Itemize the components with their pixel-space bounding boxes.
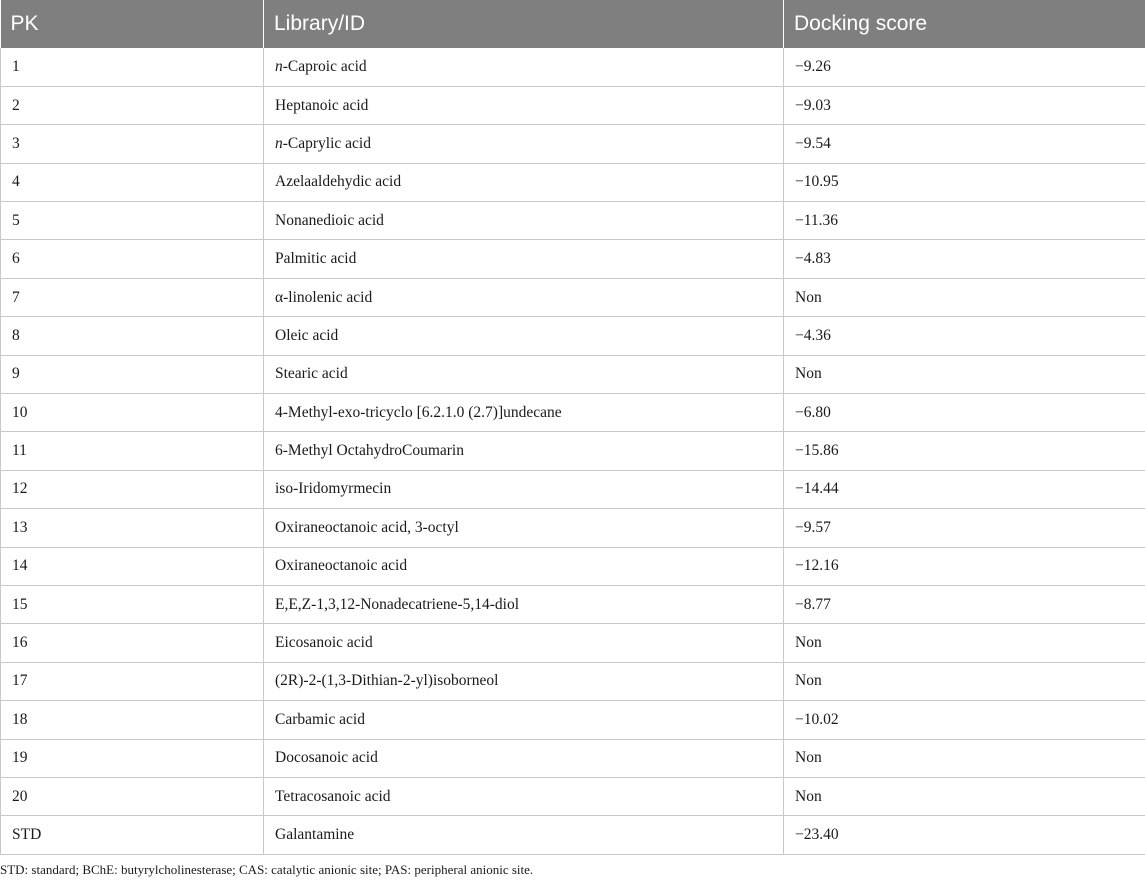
name-text: Eicosanoic acid (275, 634, 373, 652)
header-library-id: Library/ID (264, 0, 784, 48)
name-text: 4-Methyl-exo-tricyclo [6.2.1.0 (2.7)]undecane (275, 403, 562, 421)
header-docking-score: Docking score (784, 0, 1145, 48)
table-row (1, 816, 1145, 854)
table-row (1, 739, 1145, 777)
table-row (1, 585, 1145, 623)
table-row (1, 163, 1145, 201)
table-row (1, 48, 1145, 86)
cell-docking-score: Non (784, 278, 1145, 316)
cell-pk: 9 (1, 355, 264, 393)
cell-pk: 2 (1, 86, 264, 124)
cell-docking-score: −8.77 (784, 585, 1145, 623)
cell-pk: 1 (1, 48, 264, 86)
table-row (1, 547, 1145, 585)
cell-library-id (264, 278, 784, 316)
cell-library-id (264, 547, 784, 585)
cell-library-id (264, 394, 784, 432)
cell-library-id (264, 163, 784, 201)
cell-pk: STD (1, 816, 264, 854)
cell-pk: 3 (1, 125, 264, 163)
cell-docking-score: Non (784, 624, 1145, 662)
name-prefix: n (275, 134, 283, 152)
cell-library-id (264, 701, 784, 739)
cell-pk: 6 (1, 240, 264, 278)
cell-pk: 8 (1, 317, 264, 355)
cell-docking-score: −9.57 (784, 509, 1145, 547)
name-text: Oleic acid (275, 326, 339, 344)
table-row (1, 355, 1145, 393)
cell-pk: 5 (1, 202, 264, 240)
cell-pk: 14 (1, 547, 264, 585)
cell-pk: 18 (1, 701, 264, 739)
name-text: (2R)-2-(1,3-Dithian-2-yl)isoborneol (275, 672, 499, 690)
table-header (1, 0, 1145, 48)
table-row (1, 470, 1145, 508)
name-text: Oxiraneoctanoic acid (275, 557, 408, 575)
name-text: Docosanoic acid (275, 749, 378, 767)
cell-library-id (264, 240, 784, 278)
cell-library-id (264, 432, 784, 470)
cell-docking-score: −9.26 (784, 48, 1145, 86)
cell-library-id (264, 86, 784, 124)
cell-pk: 4 (1, 163, 264, 201)
cell-library-id (264, 739, 784, 777)
table-body (1, 48, 1145, 854)
name-text: 6-Methyl OctahydroCoumarin (275, 442, 464, 460)
cell-docking-score: −4.36 (784, 317, 1145, 355)
cell-library-id (264, 202, 784, 240)
table-row (1, 509, 1145, 547)
cell-pk: 15 (1, 585, 264, 623)
cell-library-id (264, 317, 784, 355)
cell-library-id (264, 509, 784, 547)
header-row (1, 0, 1145, 48)
name-text: Nonanedioic acid (275, 211, 384, 229)
cell-pk: 11 (1, 432, 264, 470)
cell-library-id (264, 816, 784, 854)
name-text: iso-Iridomyrmecin (275, 480, 392, 498)
table-footnote: STD: standard; BChE: butyrylcholinesterase; CAS: catalytic anionic site; PAS: peripheral anionic site. (0, 862, 534, 877)
name-text: Carbamic acid (275, 710, 365, 728)
cell-docking-score: −4.83 (784, 240, 1145, 278)
cell-library-id (264, 624, 784, 662)
name-text: -Caproic acid (282, 57, 367, 75)
table-row (1, 432, 1145, 470)
name-text: Heptanoic acid (275, 96, 369, 114)
cell-pk: 7 (1, 278, 264, 316)
table-row (1, 624, 1145, 662)
cell-docking-score: Non (784, 739, 1145, 777)
cell-docking-score: −10.95 (784, 163, 1145, 201)
cell-docking-score: −6.80 (784, 394, 1145, 432)
cell-pk: 10 (1, 394, 264, 432)
cell-library-id (264, 662, 784, 700)
cell-docking-score: −11.36 (784, 202, 1145, 240)
cell-docking-score: −14.44 (784, 470, 1145, 508)
cell-docking-score: −9.54 (784, 125, 1145, 163)
name-text: Stearic acid (275, 365, 348, 383)
cell-pk: 20 (1, 777, 264, 815)
cell-docking-score: −15.86 (784, 432, 1145, 470)
table-row (1, 240, 1145, 278)
cell-pk: 17 (1, 662, 264, 700)
cell-pk: 19 (1, 739, 264, 777)
cell-library-id (264, 125, 784, 163)
cell-pk: 16 (1, 624, 264, 662)
header-pk: PK (1, 0, 264, 48)
name-text: Oxiraneoctanoic acid, 3-octyl (275, 518, 459, 536)
cell-library-id (264, 585, 784, 623)
name-text: -Caprylic acid (282, 134, 371, 152)
cell-pk: 13 (1, 509, 264, 547)
table-row (1, 125, 1145, 163)
name-prefix: n (275, 57, 283, 75)
cell-docking-score: Non (784, 355, 1145, 393)
cell-library-id (264, 777, 784, 815)
table-row (1, 278, 1145, 316)
name-text: E,E,Z-1,3,12-Nonadecatriene-5,14-diol (275, 595, 520, 613)
name-text: Azelaaldehydic acid (275, 173, 402, 191)
table-row (1, 662, 1145, 700)
cell-library-id (264, 355, 784, 393)
cell-library-id (264, 470, 784, 508)
cell-docking-score: Non (784, 662, 1145, 700)
cell-docking-score: −9.03 (784, 86, 1145, 124)
table-row (1, 701, 1145, 739)
cell-docking-score: −12.16 (784, 547, 1145, 585)
cell-docking-score: Non (784, 777, 1145, 815)
cell-pk: 12 (1, 470, 264, 508)
cell-docking-score: −23.40 (784, 816, 1145, 854)
name-text: α-linolenic acid (275, 288, 373, 306)
name-text: Tetracosanoic acid (275, 787, 391, 805)
table-row (1, 317, 1145, 355)
table-row (1, 202, 1145, 240)
name-text: Galantamine (275, 826, 355, 843)
name-text: Palmitic acid (275, 250, 357, 268)
cell-library-id (264, 48, 784, 86)
cell-docking-score: −10.02 (784, 701, 1145, 739)
table-row (1, 86, 1145, 124)
table-row (1, 777, 1145, 815)
table-row (1, 394, 1145, 432)
